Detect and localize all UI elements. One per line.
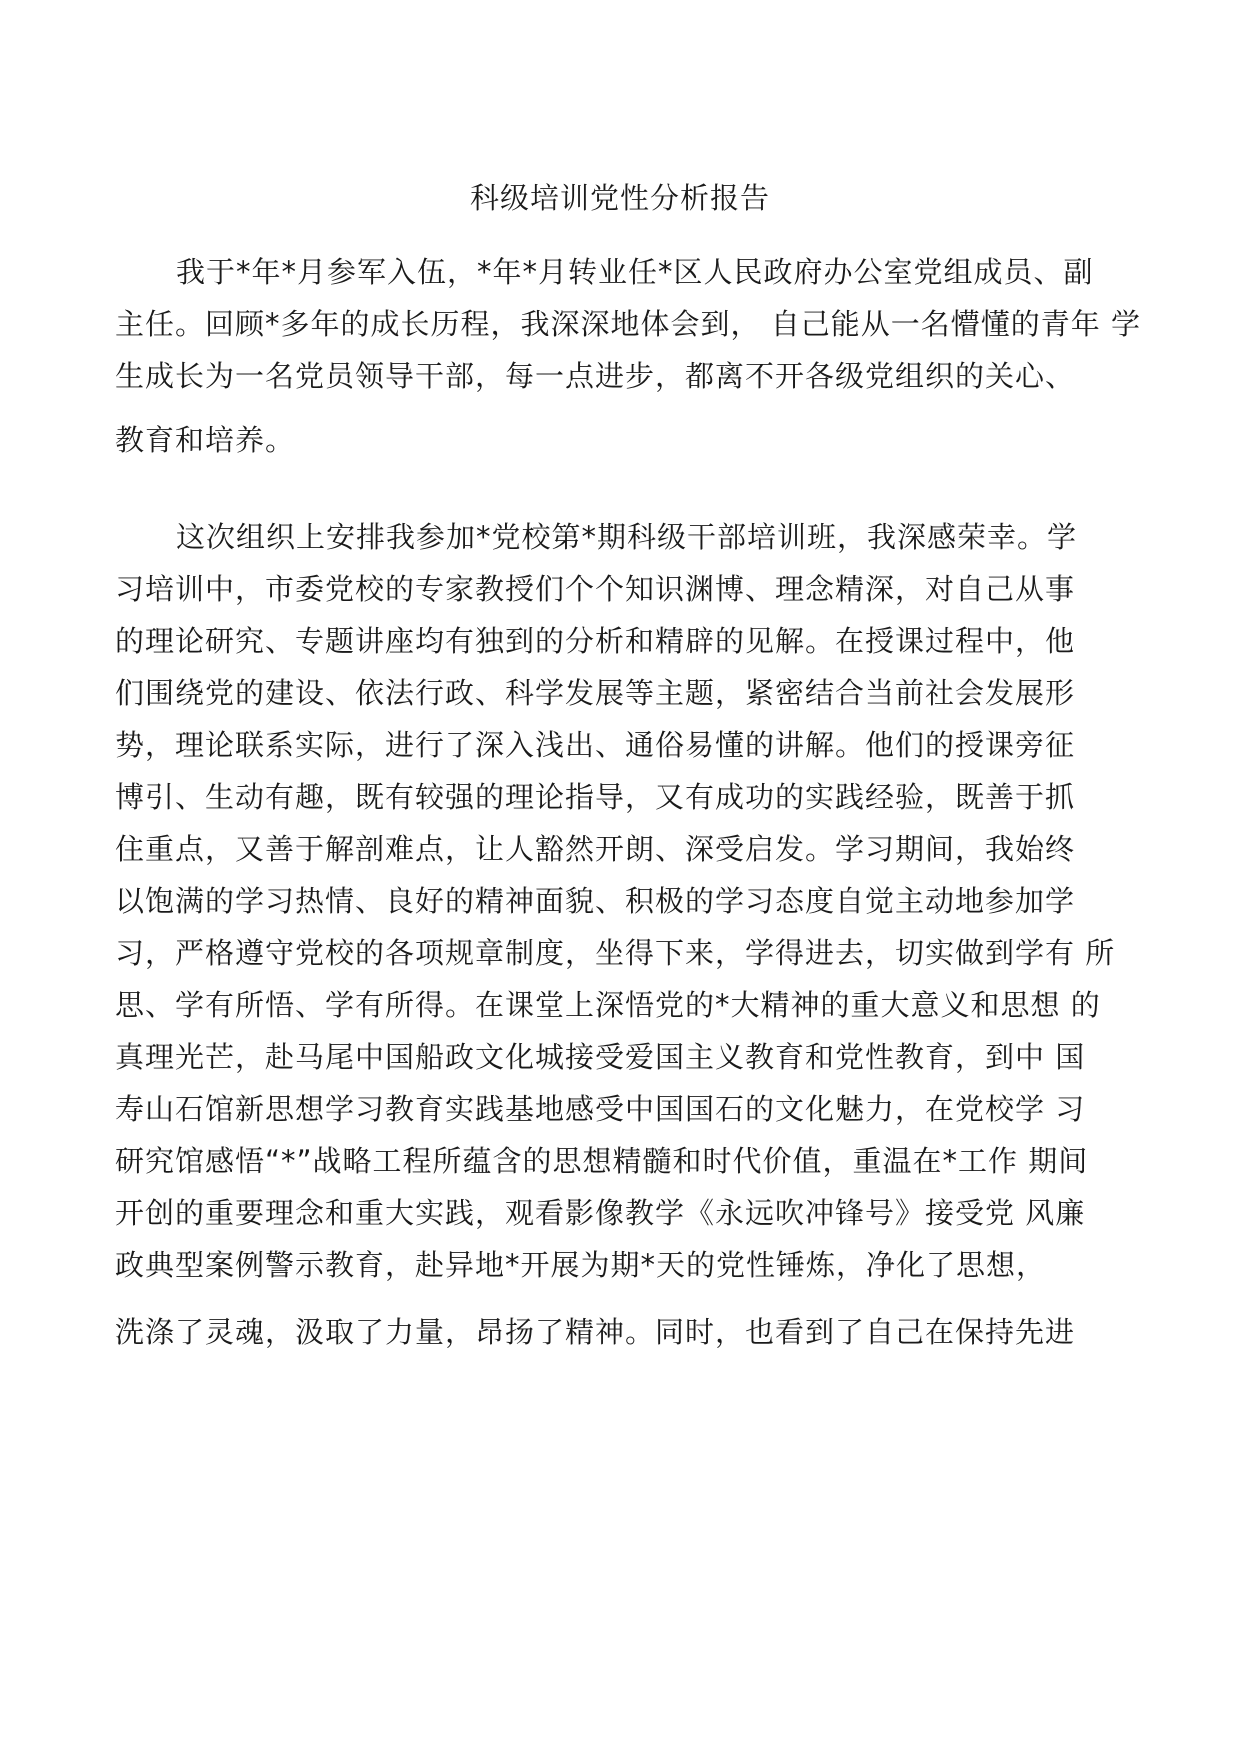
paragraph-1-line-2: 主任。回顾*多年的成长历程，我深深地体会到， 自己能从一名懵懂的青年 学 [115,307,1141,341]
paragraph-2-line-5: 势，理论联系实际，进行了深入浅出、通俗易懂的讲解。他们的授课旁征 [115,728,1076,762]
paragraph-1-line-3: 生成长为一名党员领导干部，每一点进步，都离不开各级党组织的关心、 [115,359,1076,393]
paragraph-2-line-8: 以饱满的学习热情、良好的精神面貌、积极的学习态度自觉主动地参加学 [115,884,1076,918]
document-title: 科级培训党性分析报告 [469,181,770,215]
paragraph-2-line-14: 开创的重要理念和重大实践，观看影像教学《永远吹冲锋号》接受党 风廉 [115,1196,1086,1230]
paragraph-2-line-4: 们围绕党的建设、依法行政、科学发展等主题，紧密结合当前社会发展形 [115,676,1076,710]
paragraph-2-line-3: 的理论研究、专题讲座均有独到的分析和精辟的见解。在授课过程中，他 [115,624,1076,658]
paragraph-2-line-7: 住重点，又善于解剖难点，让人豁然开朗、深受启发。学习期间，我始终 [115,832,1076,866]
paragraph-2-line-10: 思、学有所悟、学有所得。在课堂上深悟党的*大精神的重大意义和思想 的 [115,988,1101,1022]
paragraph-2-line-13: 研究馆感悟“*”战略工程所蕴含的思想精髓和时代价值，重温在*工作 期间 [115,1144,1089,1178]
paragraph-1-line-1: 我于*年*月参军入伍，*年*月转业任*区人民政府办公室党组成员、副 [176,255,1094,289]
paragraph-2-line-11: 真理光芒，赴马尾中国船政文化城接受爱国主义教育和党性教育，到中 国 [115,1040,1086,1074]
paragraph-2-line-9: 习，严格遵守党校的各项规章制度，坐得下来，学得进去，切实做到学有 所 [115,936,1116,970]
paragraph-2-line-12: 寿山石馆新思想学习教育实践基地感受中国国石的文化魅力，在党校学 习 [115,1092,1086,1126]
paragraph-2-line-16: 洗涤了灵魂，汲取了力量，昂扬了精神。同时，也看到了自己在保持先进 [115,1315,1076,1349]
paragraph-2-line-1: 这次组织上安排我参加*党校第*期科级干部培训班，我深感荣幸。学 [176,520,1078,554]
paragraph-1-line-4: 教育和培养。 [115,423,296,457]
paragraph-2-line-2: 习培训中，市委党校的专家教授们个个知识渊博、理念精深，对自己从事 [115,572,1076,606]
paragraph-2-line-6: 博引、生动有趣，既有较强的理论指导，又有成功的实践经验，既善于抓 [115,780,1076,814]
paragraph-2-line-15: 政典型案例警示教育，赴异地*开展为期*天的党性锤炼，净化了思想， [115,1248,1047,1282]
